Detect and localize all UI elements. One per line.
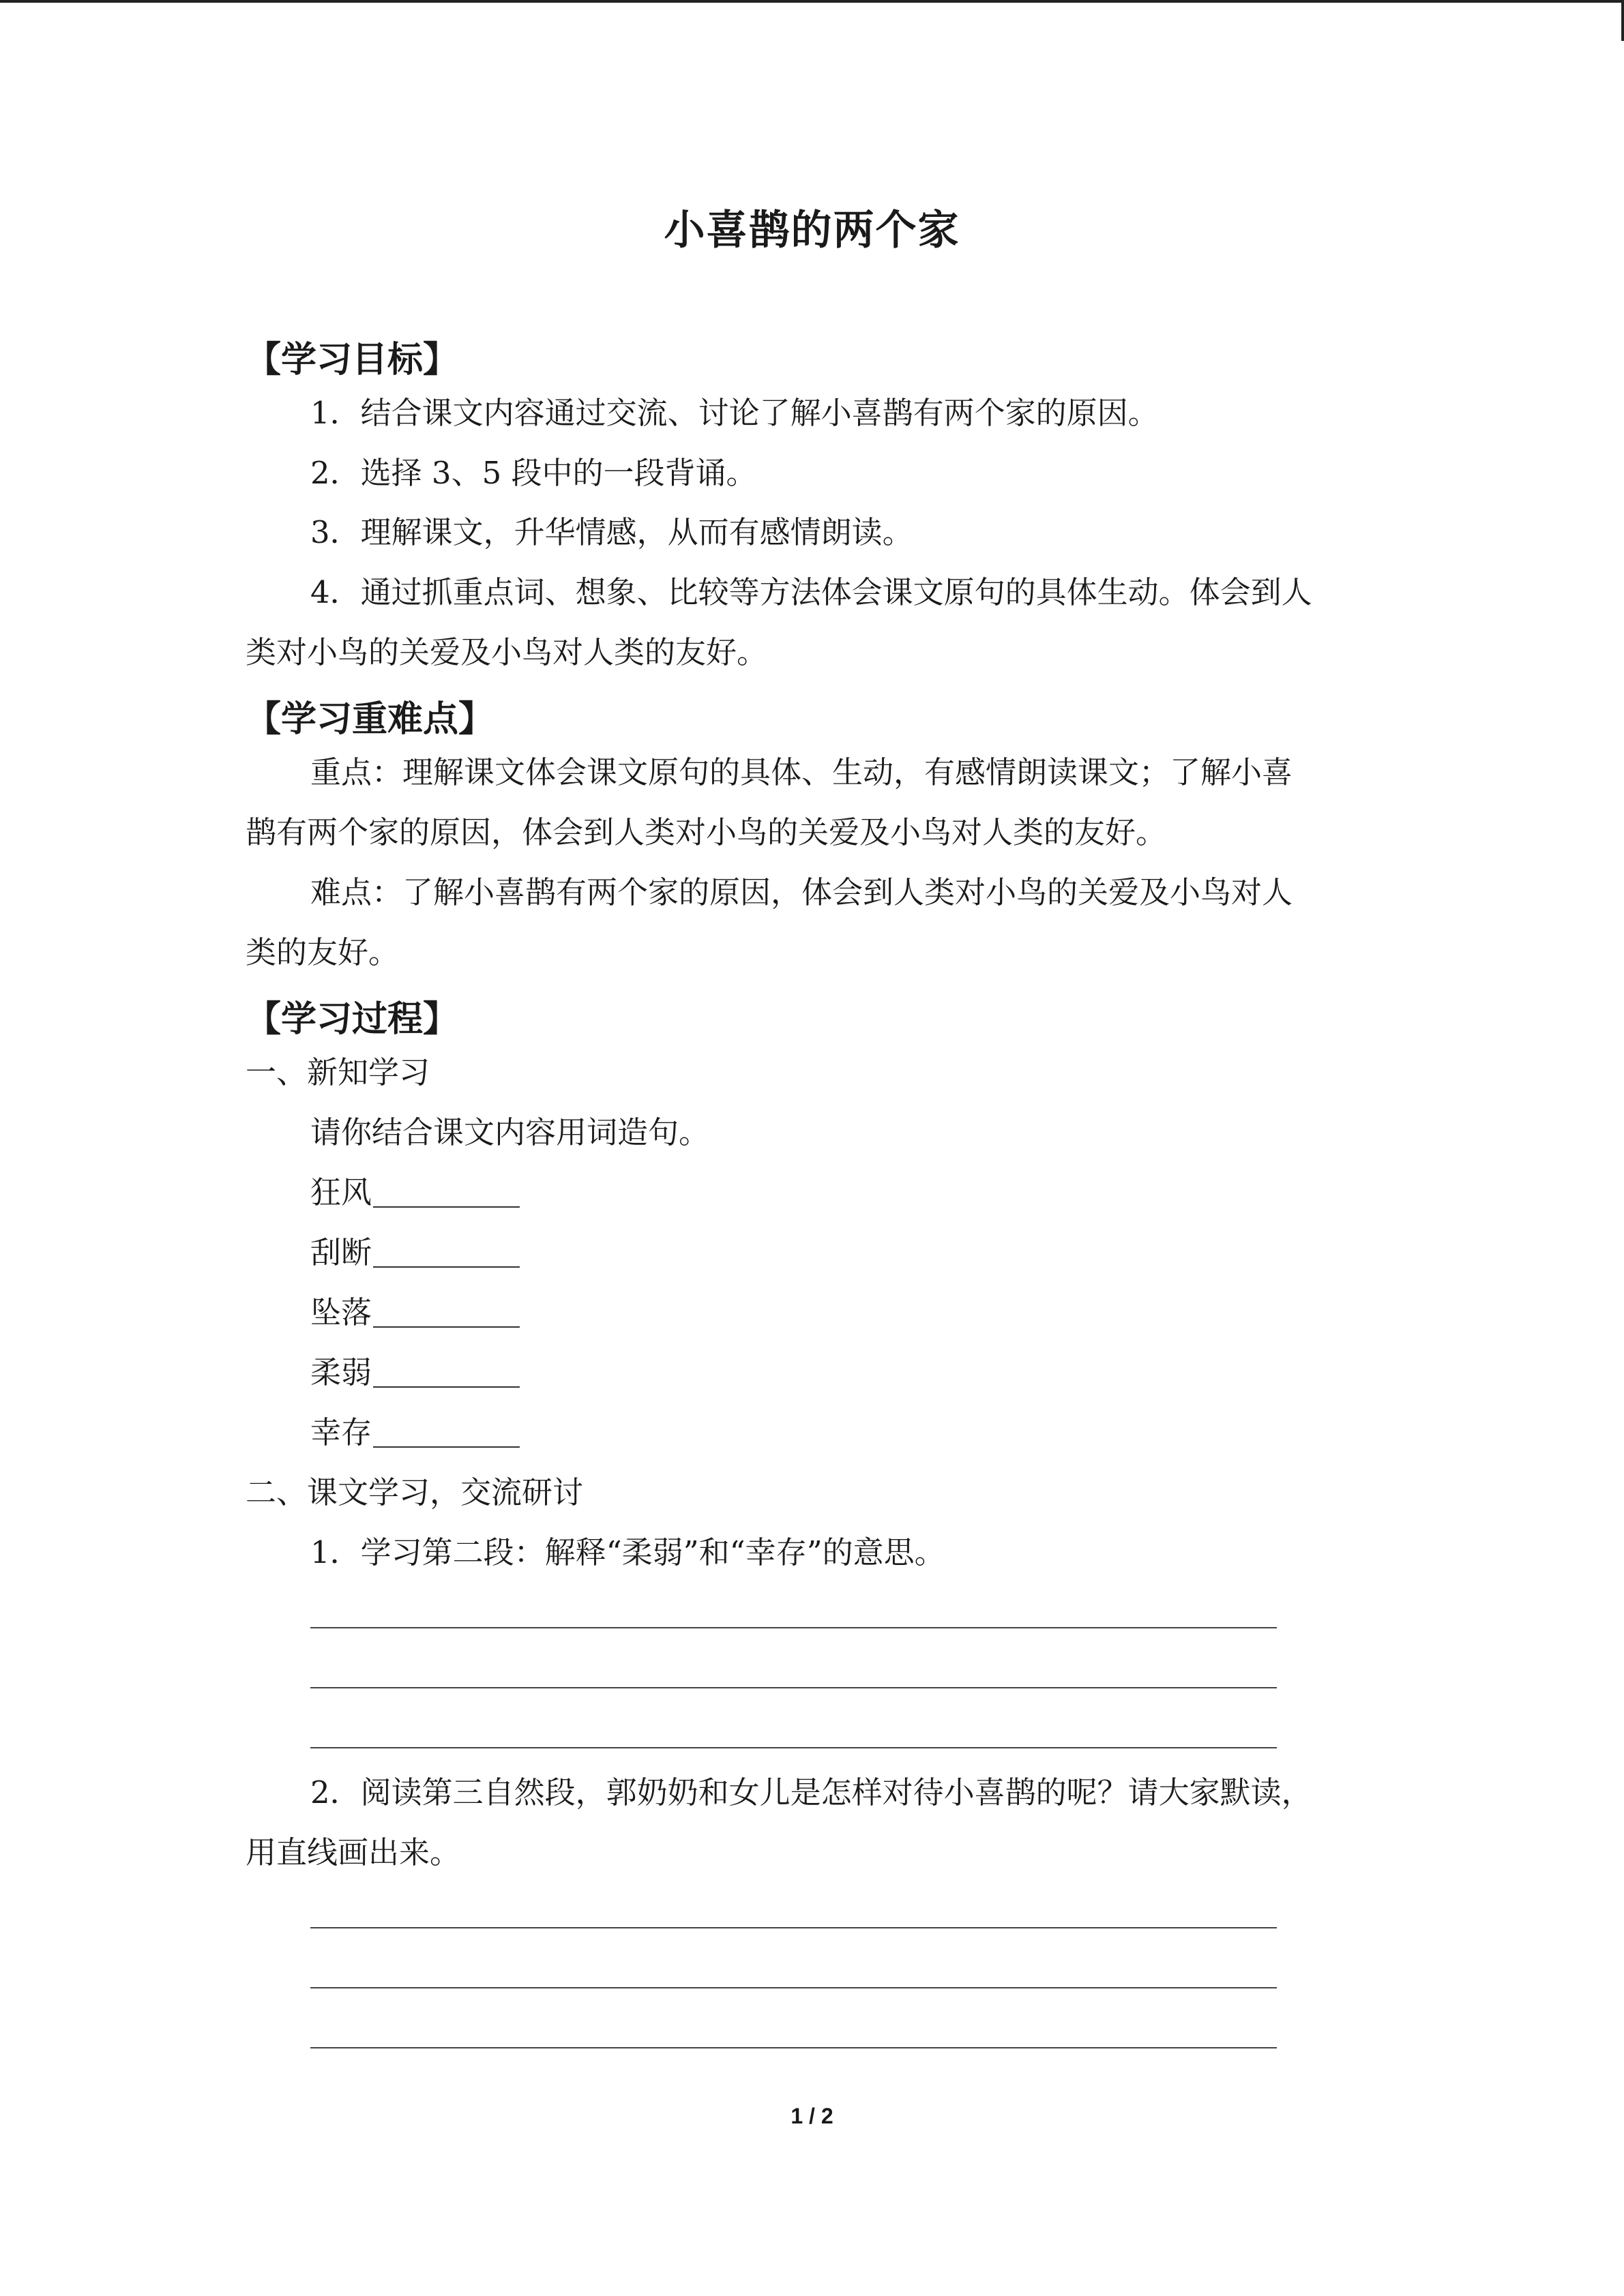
question-2-line-2: 用直线画出来。 [246,1834,461,1870]
word-item [310,1414,520,1450]
part-1-title: 一、新知学习 [246,1054,430,1090]
page-number: 1 / 2 [791,2104,833,2128]
objective-item-3: 3．理解课文，升华情感，从而有感情朗读。 [310,514,913,550]
word-item [310,1294,520,1330]
section-heading-key-points: 【学习重难点】 [246,699,494,740]
word-item [310,1354,520,1390]
word-label: 幸存 [310,1414,372,1450]
answer-line[interactable] [310,2047,1277,2048]
part-2-title: 二、课文学习，交流研讨 [246,1474,584,1510]
objective-item-4-line-2: 类对小鸟的关爱及小鸟对人类的友好。 [246,634,768,670]
document-title: 小喜鹊的两个家 [664,207,960,254]
word-label: 刮断 [310,1234,372,1270]
word-item [310,1234,520,1270]
section-heading-process: 【学习过程】 [246,999,459,1040]
objective-item-1: 1．结合课文内容通过交流、讨论了解小喜鹊有两个家的原因。 [310,395,1159,431]
page-right-border [1621,0,1624,41]
question-1: 1．学习第二段：解释“柔弱”和“幸存”的意思。 [310,1534,945,1570]
word-label: 柔弱 [310,1354,372,1390]
word-label: 狂风 [310,1174,372,1210]
difficulty-line-2: 类的友好。 [246,934,400,970]
fill-blank[interactable] [373,1239,520,1268]
answer-line[interactable] [310,1687,1277,1688]
section-heading-objectives: 【学习目标】 [246,340,459,381]
focus-line-2: 鹊有两个家的原因，体会到人类对小鸟的关爱及小鸟对人类的友好。 [246,814,1167,850]
fill-blank[interactable] [373,1419,520,1448]
page-top-border [0,0,1624,3]
objective-item-4-line-1: 4．通过抓重点词、想象、比较等方法体会课文原句的具体生动。体会到人 [310,574,1312,610]
word-label: 坠落 [310,1294,372,1330]
question-2-line-1: 2．阅读第三自然段，郭奶奶和女儿是怎样对待小喜鹊的呢？请大家默读， [310,1774,1312,1810]
fill-blank[interactable] [373,1359,520,1388]
fill-blank[interactable] [373,1179,520,1208]
difficulty-line-1: 难点：了解小喜鹊有两个家的原因，体会到人类对小鸟的关爱及小鸟对人 [310,874,1293,910]
fill-blank[interactable] [373,1299,520,1328]
answer-line[interactable] [310,1987,1277,1988]
answer-line[interactable] [310,1627,1277,1628]
focus-line-1: 重点：理解课文体会课文原句的具体、生动，有感情朗读课文；了解小喜 [310,754,1293,790]
word-item [310,1174,520,1210]
answer-line[interactable] [310,1927,1277,1928]
answer-line[interactable] [310,1747,1277,1748]
part-1-instruction: 请你结合课文内容用词造句。 [310,1114,710,1150]
objective-item-2: 2．选择 3、5 段中的一段背诵。 [310,455,757,491]
